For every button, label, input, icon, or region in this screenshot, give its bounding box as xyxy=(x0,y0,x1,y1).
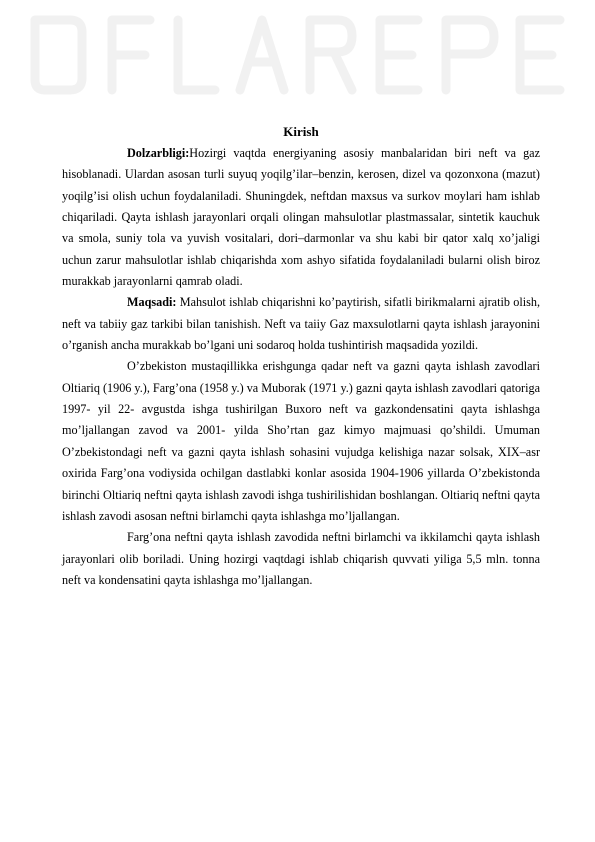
paragraph-text-relevance: Hozirgi vaqtda energiyaning asosiy manbalaridan biri neft va gaz hisoblanadi. Ulardan asosan turli suyuq yoqilg’ilar–benzin, kerosen, dizel va qozonxona (mazut) yoqilg’isi olish uchun foydalaniladi. Shuningdek, neftdan maxsus va surkov moylari ham ishlab chiqariladi. Qayta ishlash jarayonlari orqali olingan mahsulotlar plastmassalar, sintetik kauchuk va smola, suniy tola va yuvish vositalari, dori–darmonlar va shu kabi bir qator xalq xo’jaligi uchun zarur mahsulotlar ishlab chiqarishda xom ashyo sifatida foydalaniladi bularni olish biroz murakkab jarayonlarni qamrab oladi. xyxy=(62,146,540,289)
document-page xyxy=(62,122,540,591)
paragraph-goal xyxy=(62,292,540,356)
watermark-graphic xyxy=(0,0,595,110)
section-heading: Kirish xyxy=(283,124,319,139)
paragraph-lead-goal: Maqsadi: xyxy=(127,295,180,310)
paragraph-text-goal: Mahsulot ishlab chiqarishni ko’paytirish, sifatli birikmalarni ajratib olish, neft va tabiiy gaz tarkibi bilan tanishish. Neft va taiiy Gaz maxsulotlarni qayta ishlash jarayonini o’rganish ancha murakkab bo’lgani uni sodaroq holda tushintirish maqsadida yozildi. xyxy=(62,295,540,353)
paragraph-text-fergana: Farg’ona neftni qayta ishlash zavodida neftni birlamchi va ikkilamchi qayta ishlash jarayonlari olib boriladi. Uning hozirgi vaqtdagi ishlab chiqarish quvvati yiliga 5,5 mln. tonna neft va kondensatini qayta ishlashga mo’ljallangan. xyxy=(62,530,540,587)
paragraph-relevance xyxy=(62,143,540,292)
paragraph-fergana xyxy=(62,527,540,591)
paragraph-lead-relevance: Dolzarbligi: xyxy=(127,146,190,160)
paragraph-history xyxy=(62,356,540,527)
paragraph-text-history: O’zbekiston mustaqillikka erishgunga qadar neft va gazni qayta ishlash zavodlari Oltiariq (1906 y.), Farg’ona (1958 y.) va Muborak (1971 y.) gazni qayta ishlash zavodlari qatoriga 1997- yil 22- avgustda ishga tushirilgan Buxoro neft va gazkondensatini qayta ishlashga mo’ljallangan zavod va 2001- yilda Sho’rtan gaz kimyo majmuasi qo’shildi. Umuman O’zbekistondagi neft va gazni qayta ishlash sohasini vujudga kelishiga nazar solsak, XIX–asr oxirida Farg’ona vodiysida ochilgan dastlabki konlar asosida 1904-1906 yillarda O’zbekistonda birinchi Oltiariq neftni qayta ishlash zavodi ishga tushirilishidan boshlangan. Oltiariq neftni qayta ishlash zavodi asosan neftni birlamchi qayta ishlashga mo’ljallangan. xyxy=(62,359,540,523)
